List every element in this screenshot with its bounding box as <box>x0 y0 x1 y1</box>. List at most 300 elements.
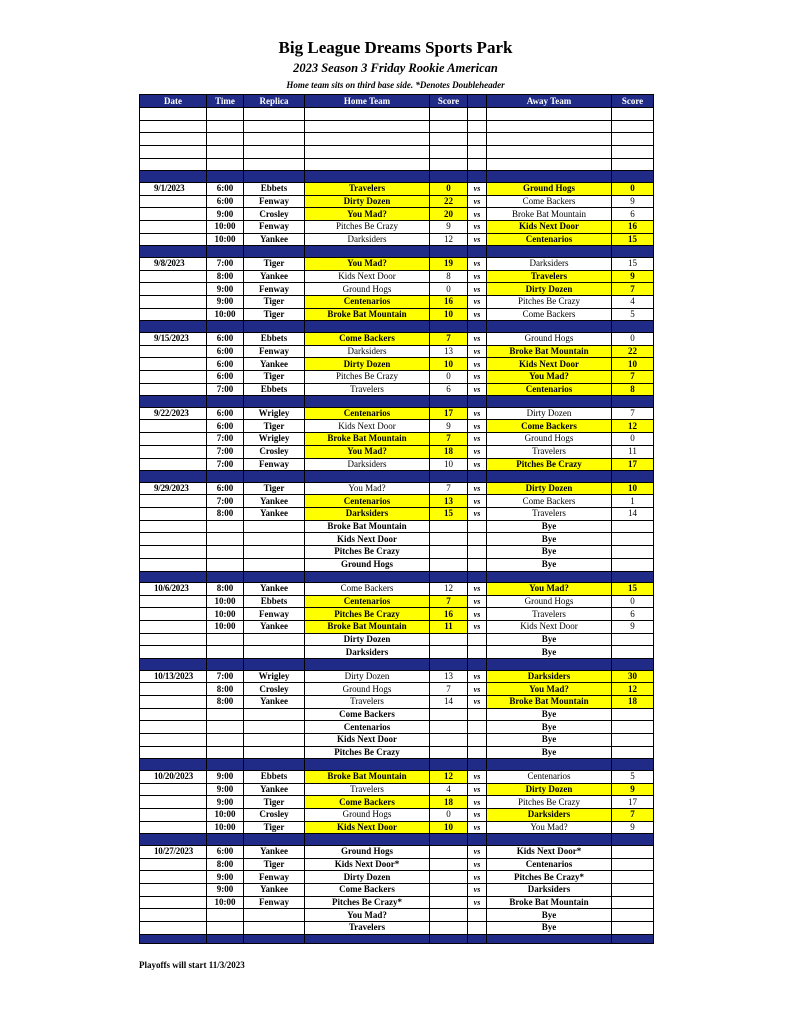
home-score-cell: 0 <box>430 809 468 822</box>
away-score-cell: 9 <box>612 783 654 796</box>
home-score-cell: 13 <box>430 495 468 508</box>
date-cell: 10/20/2023 <box>140 770 207 783</box>
home-score-cell: 15 <box>430 508 468 521</box>
game-row <box>140 332 654 345</box>
time-cell <box>207 909 244 922</box>
away-team-cell: Dirty Dozen <box>487 783 612 796</box>
home-score-cell: 9 <box>430 221 468 234</box>
home-team-cell: Kids Next Door <box>305 270 430 283</box>
home-score-cell: 13 <box>430 670 468 683</box>
home-team-cell: Come Backers <box>305 796 430 809</box>
date-cell <box>140 883 207 896</box>
separator-cell <box>207 759 244 771</box>
separator-cell <box>468 396 487 408</box>
away-score-cell <box>612 871 654 884</box>
game-row <box>140 383 654 396</box>
home-score-cell <box>430 721 468 734</box>
vs-cell <box>468 520 487 533</box>
game-row <box>140 283 654 296</box>
vs-cell: vs <box>468 845 487 858</box>
date-cell <box>140 595 207 608</box>
separator-cell <box>140 171 207 183</box>
separator-cell <box>612 571 654 583</box>
separator-cell <box>430 471 468 483</box>
replica-cell <box>244 721 305 734</box>
date-cell <box>140 458 207 471</box>
week-separator <box>140 171 654 183</box>
vs-cell: vs <box>468 195 487 208</box>
separator-cell <box>487 396 612 408</box>
date-cell <box>140 358 207 371</box>
separator-cell <box>305 321 430 333</box>
separator-cell <box>468 759 487 771</box>
replica-cell: Tiger <box>244 482 305 495</box>
away-team-cell: You Mad? <box>487 370 612 383</box>
blank-cell <box>244 158 305 171</box>
separator-cell <box>468 934 487 943</box>
date-cell <box>140 495 207 508</box>
date-cell: 9/1/2023 <box>140 182 207 195</box>
separator-cell <box>305 659 430 671</box>
away-team-cell: Centenarios <box>487 383 612 396</box>
away-score-cell <box>612 922 654 935</box>
replica-cell: Fenway <box>244 221 305 234</box>
time-cell: 6:00 <box>207 358 244 371</box>
home-team-cell: Ground Hogs <box>305 683 430 696</box>
home-team-cell: Dirty Dozen <box>305 195 430 208</box>
separator-cell <box>305 759 430 771</box>
home-score-cell: 4 <box>430 783 468 796</box>
separator-cell <box>244 834 305 846</box>
away-team-cell: You Mad? <box>487 683 612 696</box>
replica-cell: Yankee <box>244 621 305 634</box>
replica-cell <box>244 922 305 935</box>
game-row <box>140 871 654 884</box>
away-score-cell: 0 <box>612 182 654 195</box>
week-separator <box>140 834 654 846</box>
away-score-cell: 11 <box>612 445 654 458</box>
replica-cell: Yankee <box>244 783 305 796</box>
home-score-cell <box>430 871 468 884</box>
replica-cell: Yankee <box>244 845 305 858</box>
page-title: Big League Dreams Sports Park <box>278 38 513 57</box>
away-score-cell <box>612 546 654 559</box>
separator-cell <box>305 571 430 583</box>
blank-cell <box>207 120 244 133</box>
separator-cell <box>612 171 654 183</box>
game-row <box>140 345 654 358</box>
game-row <box>140 445 654 458</box>
date-cell <box>140 270 207 283</box>
game-row <box>140 358 654 371</box>
vs-cell: vs <box>468 896 487 909</box>
away-team-cell: Broke Bat Mountain <box>487 696 612 709</box>
blank-row <box>140 120 654 133</box>
date-cell <box>140 195 207 208</box>
away-score-cell: 10 <box>612 482 654 495</box>
time-cell: 6:00 <box>207 182 244 195</box>
time-cell: 6:00 <box>207 420 244 433</box>
game-row <box>140 195 654 208</box>
separator-cell <box>305 471 430 483</box>
home-team-cell: Centenarios <box>305 595 430 608</box>
home-score-cell: 7 <box>430 482 468 495</box>
replica-cell: Crosley <box>244 809 305 822</box>
vs-cell <box>468 558 487 571</box>
vs-cell: vs <box>468 433 487 446</box>
time-cell: 10:00 <box>207 221 244 234</box>
replica-cell <box>244 734 305 747</box>
home-score-cell <box>430 546 468 559</box>
home-score-cell <box>430 746 468 759</box>
date-cell <box>140 896 207 909</box>
date-cell <box>140 520 207 533</box>
time-cell: 10:00 <box>207 821 244 834</box>
away-score-cell <box>612 520 654 533</box>
time-cell: 9:00 <box>207 770 244 783</box>
away-score-cell: 17 <box>612 796 654 809</box>
separator-cell <box>487 171 612 183</box>
separator-cell <box>430 659 468 671</box>
date-cell <box>140 783 207 796</box>
away-score-cell: 5 <box>612 770 654 783</box>
game-row <box>140 696 654 709</box>
replica-cell: Yankee <box>244 883 305 896</box>
away-score-cell: 12 <box>612 420 654 433</box>
home-score-cell <box>430 909 468 922</box>
separator-cell <box>244 934 305 943</box>
separator-cell <box>487 571 612 583</box>
game-row <box>140 883 654 896</box>
bye-row <box>140 721 654 734</box>
date-cell <box>140 708 207 721</box>
home-team-cell: Pitches Be Crazy <box>305 370 430 383</box>
home-team-cell: Kids Next Door <box>305 420 430 433</box>
blank-cell <box>244 146 305 159</box>
separator-cell <box>430 246 468 258</box>
week-separator <box>140 321 654 333</box>
away-team-cell: Kids Next Door <box>487 621 612 634</box>
game-row <box>140 221 654 234</box>
game-row <box>140 896 654 909</box>
table-header-row <box>140 95 654 108</box>
separator-cell <box>612 396 654 408</box>
home-team-cell: Come Backers <box>305 583 430 596</box>
separator-cell <box>244 571 305 583</box>
separator-cell <box>612 246 654 258</box>
playoffs-note: Playoffs will start 11/3/2023 <box>139 960 245 970</box>
away-score-cell <box>612 708 654 721</box>
separator-cell <box>207 171 244 183</box>
date-cell: 10/27/2023 <box>140 845 207 858</box>
away-score-cell: 6 <box>612 608 654 621</box>
separator-cell <box>140 396 207 408</box>
game-row <box>140 407 654 420</box>
away-score-cell: 9 <box>612 621 654 634</box>
home-score-cell <box>430 734 468 747</box>
separator-cell <box>487 934 612 943</box>
blank-cell <box>430 120 468 133</box>
game-row <box>140 595 654 608</box>
vs-cell: vs <box>468 345 487 358</box>
date-cell <box>140 383 207 396</box>
blank-cell <box>487 108 612 121</box>
date-cell: 10/6/2023 <box>140 583 207 596</box>
home-team-cell: You Mad? <box>305 445 430 458</box>
separator-cell <box>207 934 244 943</box>
home-score-cell: 18 <box>430 445 468 458</box>
date-cell <box>140 221 207 234</box>
away-score-cell <box>612 845 654 858</box>
away-score-cell: 9 <box>612 195 654 208</box>
game-row <box>140 257 654 270</box>
week-separator <box>140 759 654 771</box>
time-cell: 7:00 <box>207 670 244 683</box>
replica-cell: Crosley <box>244 208 305 221</box>
date-cell <box>140 621 207 634</box>
separator-cell <box>430 171 468 183</box>
date-cell: 9/15/2023 <box>140 332 207 345</box>
home-score-cell: 13 <box>430 345 468 358</box>
blank-cell <box>207 146 244 159</box>
away-team-cell: Travelers <box>487 270 612 283</box>
separator-cell <box>140 759 207 771</box>
date-cell <box>140 308 207 321</box>
game-row <box>140 683 654 696</box>
away-team-cell: Bye <box>487 708 612 721</box>
date-cell: 9/22/2023 <box>140 407 207 420</box>
away-score-cell: 4 <box>612 295 654 308</box>
replica-cell: Ebbets <box>244 383 305 396</box>
blank-cell <box>468 108 487 121</box>
blank-cell <box>140 158 207 171</box>
replica-cell: Fenway <box>244 195 305 208</box>
away-team-cell: Come Backers <box>487 420 612 433</box>
time-cell: 7:00 <box>207 445 244 458</box>
home-team-cell: Dirty Dozen <box>305 633 430 646</box>
game-row <box>140 796 654 809</box>
replica-cell: Yankee <box>244 233 305 246</box>
blank-cell <box>487 120 612 133</box>
away-score-cell: 10 <box>612 358 654 371</box>
time-cell: 10:00 <box>207 308 244 321</box>
vs-cell <box>468 633 487 646</box>
blank-cell <box>468 133 487 146</box>
separator-cell <box>468 659 487 671</box>
date-cell: 9/29/2023 <box>140 482 207 495</box>
home-score-cell: 10 <box>430 821 468 834</box>
home-team-cell: You Mad? <box>305 482 430 495</box>
vs-cell: vs <box>468 783 487 796</box>
away-team-cell: Ground Hogs <box>487 433 612 446</box>
home-team-cell: Darksiders <box>305 233 430 246</box>
date-cell <box>140 233 207 246</box>
time-cell: 8:00 <box>207 683 244 696</box>
vs-cell: vs <box>468 445 487 458</box>
game-row <box>140 583 654 596</box>
home-score-cell: 0 <box>430 182 468 195</box>
replica-cell: Fenway <box>244 871 305 884</box>
away-team-cell: Dirty Dozen <box>487 283 612 296</box>
separator-cell <box>244 659 305 671</box>
home-team-cell: Travelers <box>305 922 430 935</box>
bye-row <box>140 520 654 533</box>
separator-cell <box>244 471 305 483</box>
game-row <box>140 308 654 321</box>
game-row <box>140 420 654 433</box>
time-cell: 9:00 <box>207 295 244 308</box>
away-score-cell <box>612 746 654 759</box>
away-score-cell: 30 <box>612 670 654 683</box>
time-cell: 6:00 <box>207 332 244 345</box>
game-row <box>140 270 654 283</box>
home-score-cell: 7 <box>430 683 468 696</box>
separator-cell <box>468 834 487 846</box>
bye-row <box>140 708 654 721</box>
time-cell: 6:00 <box>207 370 244 383</box>
away-score-cell: 16 <box>612 221 654 234</box>
vs-cell: vs <box>468 883 487 896</box>
away-team-cell: Come Backers <box>487 308 612 321</box>
away-score-cell: 6 <box>612 208 654 221</box>
blank-cell <box>612 133 654 146</box>
blank-cell <box>468 158 487 171</box>
separator-cell <box>244 246 305 258</box>
vs-cell: vs <box>468 270 487 283</box>
replica-cell: Fenway <box>244 345 305 358</box>
time-cell: 6:00 <box>207 845 244 858</box>
date-cell <box>140 821 207 834</box>
separator-cell <box>487 246 612 258</box>
game-row <box>140 670 654 683</box>
home-score-cell: 16 <box>430 608 468 621</box>
replica-cell: Yankee <box>244 508 305 521</box>
home-score-cell <box>430 633 468 646</box>
vs-cell <box>468 909 487 922</box>
away-score-cell: 7 <box>612 283 654 296</box>
separator-cell <box>430 834 468 846</box>
game-row <box>140 433 654 446</box>
replica-cell: Wrigley <box>244 407 305 420</box>
home-score-cell: 10 <box>430 308 468 321</box>
separator-cell <box>140 571 207 583</box>
home-team-cell: Broke Bat Mountain <box>305 520 430 533</box>
home-score-cell <box>430 858 468 871</box>
time-cell: 6:00 <box>207 482 244 495</box>
replica-cell: Tiger <box>244 821 305 834</box>
vs-cell: vs <box>468 621 487 634</box>
blank-cell <box>305 108 430 121</box>
away-team-cell: Bye <box>487 734 612 747</box>
home-team-cell: Ground Hogs <box>305 283 430 296</box>
replica-cell <box>244 633 305 646</box>
blank-row <box>140 108 654 121</box>
home-team-cell: Kids Next Door <box>305 734 430 747</box>
home-team-cell: Darksiders <box>305 458 430 471</box>
home-score-cell: 17 <box>430 407 468 420</box>
vs-cell <box>468 721 487 734</box>
home-team-cell: Travelers <box>305 383 430 396</box>
time-cell: 10:00 <box>207 621 244 634</box>
vs-cell: vs <box>468 458 487 471</box>
home-score-cell: 0 <box>430 283 468 296</box>
replica-cell <box>244 746 305 759</box>
home-score-cell <box>430 646 468 659</box>
vs-cell <box>468 708 487 721</box>
home-team-cell: Broke Bat Mountain <box>305 621 430 634</box>
date-cell <box>140 683 207 696</box>
vs-cell: vs <box>468 221 487 234</box>
away-score-cell: 17 <box>612 458 654 471</box>
time-cell <box>207 546 244 559</box>
separator-cell <box>468 471 487 483</box>
game-row <box>140 783 654 796</box>
separator-cell <box>140 659 207 671</box>
time-cell: 10:00 <box>207 809 244 822</box>
time-cell: 7:00 <box>207 383 244 396</box>
date-cell <box>140 922 207 935</box>
vs-cell <box>468 734 487 747</box>
time-cell: 8:00 <box>207 583 244 596</box>
away-score-cell: 18 <box>612 696 654 709</box>
blank-cell <box>612 146 654 159</box>
col-header-replica: Replica <box>244 95 305 108</box>
date-cell <box>140 208 207 221</box>
time-cell <box>207 746 244 759</box>
vs-cell: vs <box>468 608 487 621</box>
replica-cell: Yankee <box>244 583 305 596</box>
home-score-cell: 7 <box>430 595 468 608</box>
away-score-cell: 15 <box>612 233 654 246</box>
replica-cell: Fenway <box>244 283 305 296</box>
replica-cell <box>244 558 305 571</box>
blank-cell <box>140 120 207 133</box>
blank-cell <box>487 146 612 159</box>
vs-cell: vs <box>468 407 487 420</box>
bye-row <box>140 734 654 747</box>
vs-cell: vs <box>468 233 487 246</box>
time-cell: 8:00 <box>207 696 244 709</box>
blank-cell <box>207 158 244 171</box>
time-cell: 8:00 <box>207 508 244 521</box>
week-separator <box>140 471 654 483</box>
vs-cell: vs <box>468 770 487 783</box>
away-team-cell: Centenarios <box>487 233 612 246</box>
separator-cell <box>487 834 612 846</box>
separator-cell <box>487 659 612 671</box>
replica-cell: Ebbets <box>244 770 305 783</box>
time-cell <box>207 633 244 646</box>
game-row <box>140 821 654 834</box>
bye-row <box>140 646 654 659</box>
away-team-cell: Bye <box>487 558 612 571</box>
game-row <box>140 295 654 308</box>
separator-cell <box>244 759 305 771</box>
separator-cell <box>430 759 468 771</box>
home-team-cell: Travelers <box>305 182 430 195</box>
separator-cell <box>468 171 487 183</box>
away-score-cell: 7 <box>612 370 654 383</box>
time-cell <box>207 708 244 721</box>
separator-cell <box>305 246 430 258</box>
away-score-cell: 9 <box>612 270 654 283</box>
game-row <box>140 608 654 621</box>
game-row <box>140 208 654 221</box>
home-score-cell: 20 <box>430 208 468 221</box>
separator-cell <box>468 571 487 583</box>
away-team-cell: Ground Hogs <box>487 182 612 195</box>
separator-cell <box>140 246 207 258</box>
